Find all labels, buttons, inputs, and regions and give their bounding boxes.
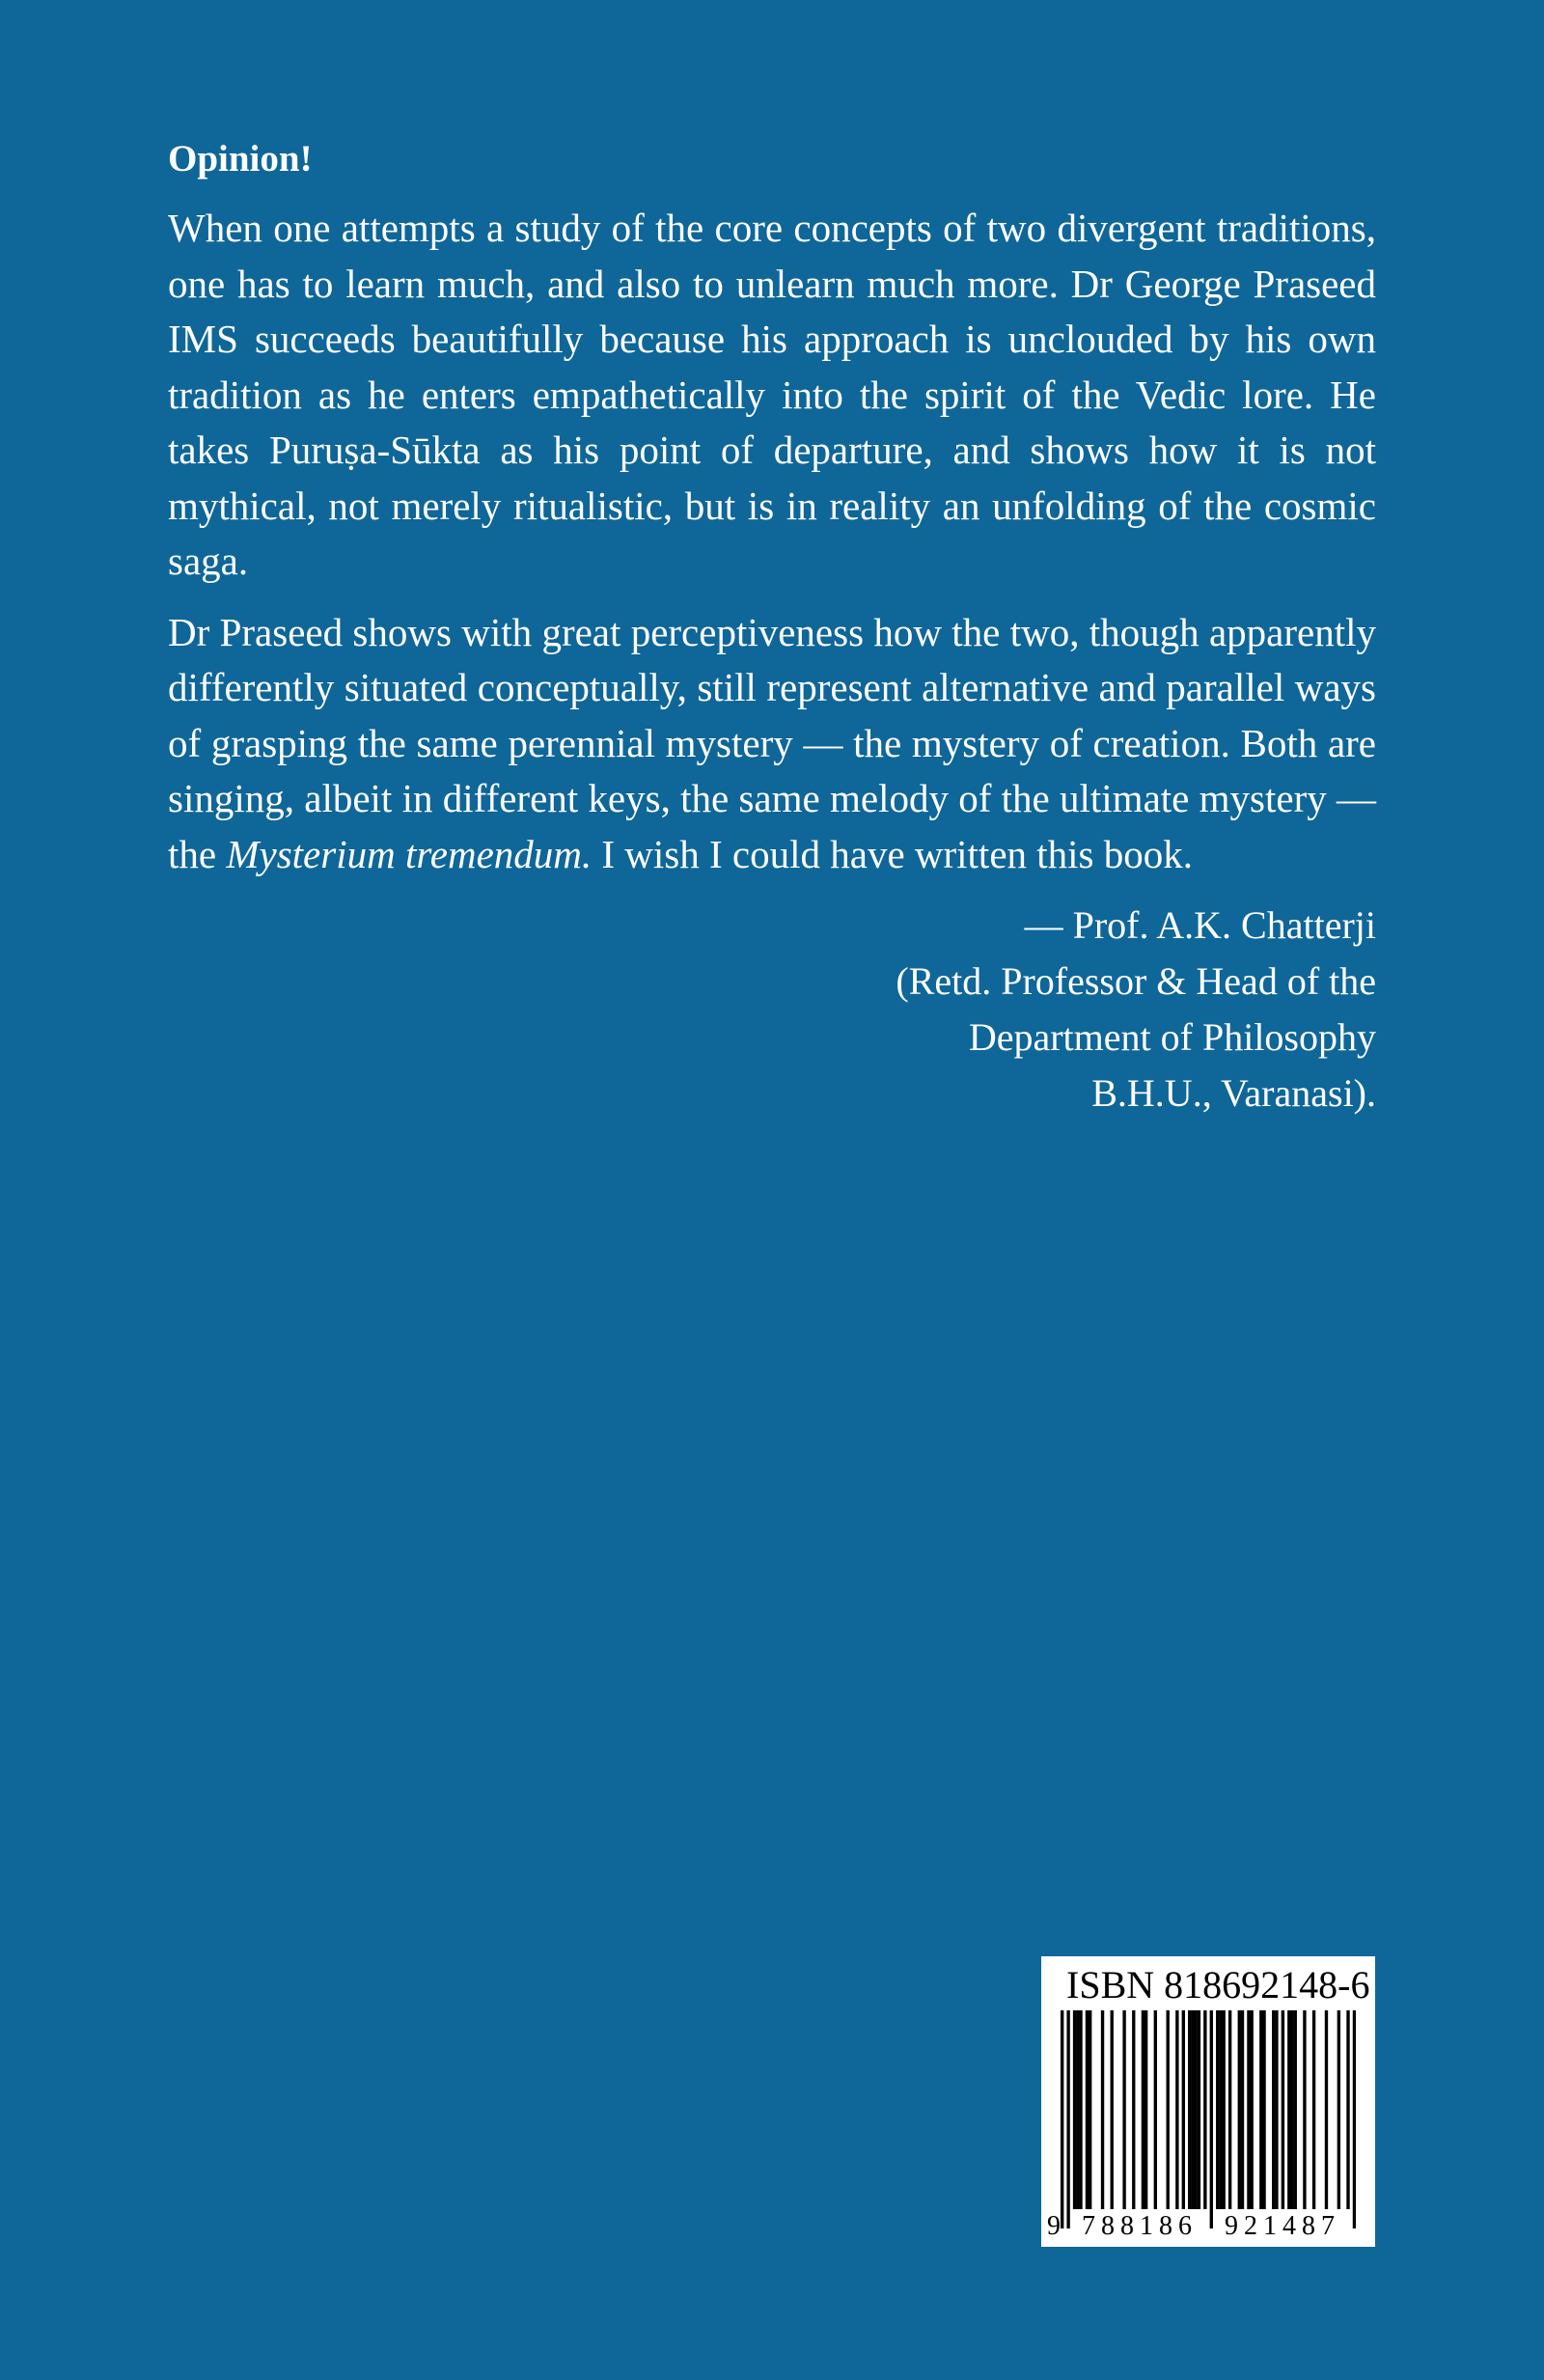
barcode-bar — [1303, 2010, 1306, 2209]
barcode-bar — [1188, 2010, 1191, 2209]
barcode-bar — [1272, 2010, 1275, 2209]
paragraph-2-italic-phrase: Mysterium tremendum. — [226, 831, 593, 876]
opinion-heading: Opinion! — [168, 138, 313, 180]
barcode-bar — [1066, 2010, 1069, 2228]
barcode-bar — [1191, 2010, 1194, 2209]
barcode-digits-right: 921487 — [1213, 2209, 1352, 2244]
barcode-bar — [1061, 2010, 1063, 2228]
barcode-digits — [1041, 2209, 1375, 2244]
barcode-bar — [1241, 2010, 1244, 2209]
isbn-barcode — [1041, 1956, 1375, 2247]
opinion-paragraph-1: When one attempts a study of the core concepts of two divergent traditions, one has to learn much, and also to unlearn much more. Dr George Praseed IMS succeeds beautifully because his approach is unclouded by his own tradition as he enters empathetically into the spirit of the Vedic lore. He takes Puruṣa-Sūkta as his point of departure, and shows how it is not mythical, not merely ritualistic, but is in reality an unfolding of the cosmic saga. — [168, 206, 1376, 583]
barcode-bar — [1353, 2010, 1356, 2228]
barcode-bar — [1076, 2010, 1079, 2209]
barcode-bar — [1337, 2010, 1340, 2209]
barcode-bar — [1259, 2010, 1262, 2209]
barcode-bar — [1142, 2010, 1144, 2209]
opinion-text-block — [168, 131, 1376, 1121]
barcode-bar — [1238, 2010, 1241, 2209]
barcode-bar — [1198, 2010, 1200, 2209]
barcode-digit-first: 9 — [1047, 2211, 1061, 2241]
barcode-bar — [1250, 2010, 1253, 2209]
barcode-bar — [1086, 2010, 1089, 2209]
barcode-bar — [1228, 2010, 1231, 2209]
barcode-bar — [1132, 2010, 1135, 2209]
opinion-paragraph-2 — [168, 605, 1376, 883]
attribution — [168, 898, 1376, 1121]
barcode-bar — [1175, 2010, 1178, 2209]
paragraph-2-text-start: Dr Praseed shows with great perceptiveness how the two, though apparently differently situated conceptually, still represent alternative and parallel ways of grasping the same perennial mystery — the mystery of creation. Both are singing, albeit in different keys, the same melody of the ultimate mystery — the — [168, 609, 1376, 876]
barcode-bar — [1275, 2010, 1278, 2209]
barcode-bar — [1282, 2010, 1284, 2209]
barcode-bar — [1111, 2010, 1114, 2209]
barcode-bar — [1216, 2010, 1219, 2209]
barcode-bar — [1262, 2010, 1265, 2209]
barcode-bar — [1325, 2010, 1328, 2209]
barcode-bar — [1101, 2010, 1104, 2209]
attribution-department: Department of Philosophy — [968, 1015, 1376, 1059]
paragraph-2-text-end: I wish I could have written this book. — [592, 831, 1194, 876]
barcode-bar — [1079, 2010, 1082, 2209]
barcode-bar — [1073, 2010, 1076, 2209]
barcode-bar — [1203, 2010, 1206, 2228]
barcode-bars — [1061, 2010, 1356, 2228]
barcode-bar — [1089, 2010, 1091, 2209]
barcode-bar — [1247, 2010, 1250, 2209]
barcode-bar — [1122, 2010, 1125, 2209]
barcode-bar — [1182, 2010, 1185, 2209]
barcode-bar — [1195, 2010, 1198, 2209]
barcode-digits-left: 788186 — [1070, 2209, 1209, 2244]
barcode-bar — [1154, 2010, 1157, 2209]
attribution-institution: B.H.U., Varanasi). — [1091, 1071, 1376, 1115]
barcode-bar — [1219, 2010, 1222, 2209]
barcode-bar — [1312, 2010, 1315, 2209]
barcode-bar — [1210, 2010, 1213, 2228]
isbn-label: ISBN 818692148-6 — [1066, 1963, 1370, 2006]
barcode-bar — [1222, 2010, 1225, 2209]
barcode-bar — [1290, 2010, 1293, 2209]
attribution-title: (Retd. Professor & Head of the — [896, 959, 1376, 1003]
barcode-bar — [1144, 2010, 1147, 2209]
barcode-bar — [1346, 2010, 1349, 2228]
barcode-bar — [1294, 2010, 1297, 2209]
barcode-bar — [1287, 2010, 1290, 2209]
attribution-author: — Prof. A.K. Chatterji — [1024, 903, 1376, 947]
barcode-bar — [1167, 2010, 1170, 2209]
